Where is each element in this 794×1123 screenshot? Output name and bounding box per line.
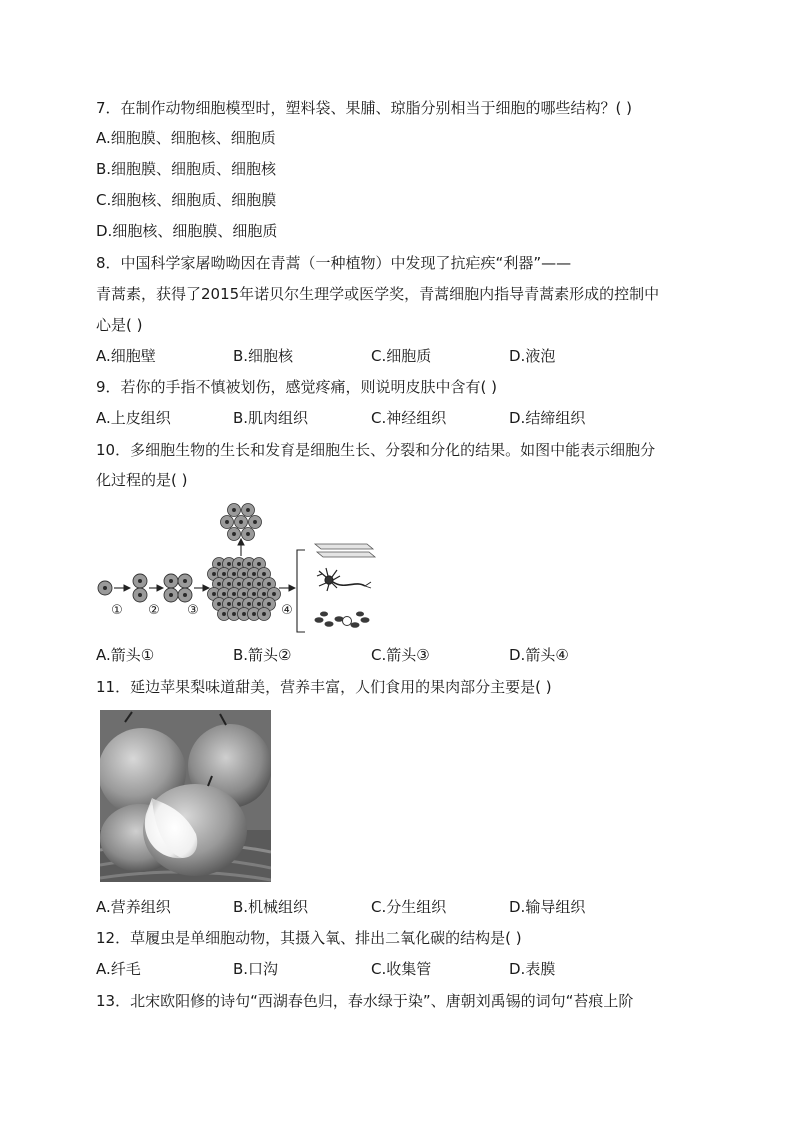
cell xyxy=(249,516,262,529)
q7-option-b: B.细胞膜、细胞质、细胞核 xyxy=(96,160,277,178)
cell xyxy=(258,608,271,621)
q10-stem-line-2: 化过程的是( ) xyxy=(96,471,188,489)
q8-option-a: A.细胞壁 xyxy=(96,347,156,365)
epithelial-cells xyxy=(315,544,375,557)
q11-option-c: C.分生组织 xyxy=(371,898,447,916)
q12-option-b: B.口沟 xyxy=(233,960,279,978)
q10-stem-line-1: 10．多细胞生物的生长和发育是细胞生长、分裂和分化的结果。如图中能表示细胞分 xyxy=(96,441,656,459)
q10-option-a: A.箭头① xyxy=(96,646,155,664)
q13-stem: 13．北宋欧阳修的诗句“西湖春色归，春水绿于染”、唐朝刘禹锡的词句“苔痕上阶 xyxy=(96,992,634,1010)
q8-option-d: D.液泡 xyxy=(509,347,556,365)
blood-cells xyxy=(315,612,370,628)
label-2: ② xyxy=(148,603,160,618)
q8-stem-line-3: 心是( ) xyxy=(96,316,143,334)
q10-option-d: D.箭头④ xyxy=(509,646,569,664)
q12-stem: 12．草履虫是单细胞动物，其摄入氧、排出二氧化碳的结构是( ) xyxy=(96,929,522,947)
q11-stem: 11．延边苹果梨味道甜美，营养丰富，人们食用的果肉部分主要是( ) xyxy=(96,678,552,696)
q8-stem-line-2: 青蒿素，获得了2015年诺贝尔生理学或医学奖，青蒿细胞内指导青蒿素形成的控制中 xyxy=(96,285,660,303)
cell-cluster-top xyxy=(221,504,262,541)
q9-option-b: B.肌肉组织 xyxy=(233,409,309,427)
q10-option-b: B.箭头② xyxy=(233,646,292,664)
q10-option-c: C.箭头③ xyxy=(371,646,430,664)
tissue-bracket xyxy=(297,550,305,632)
q8-stem-line-1: 8．中国科学家屠呦呦因在青蒿（一种植物）中发现了抗疟疾“利器”—— xyxy=(96,254,572,272)
label-1: ① xyxy=(111,603,123,618)
apple-pear-photo xyxy=(100,710,271,882)
q9-stem: 9．若你的手指不慎被划伤，感觉疼痛，则说明皮肤中含有( ) xyxy=(96,378,498,396)
cell xyxy=(228,504,241,517)
q8-option-c: C.细胞质 xyxy=(371,347,432,365)
q7-option-c: C.细胞核、细胞质、细胞膜 xyxy=(96,191,277,209)
cell xyxy=(242,504,255,517)
q7-option-a: A.细胞膜、细胞核、细胞质 xyxy=(96,129,276,147)
q12-option-a: A.纤毛 xyxy=(96,960,141,978)
two-cells xyxy=(133,574,147,602)
q7-stem: 7．在制作动物细胞模型时，塑料袋、果脯、琼脂分别相当于细胞的哪些结构？( ) xyxy=(96,99,633,117)
single-cell xyxy=(98,581,112,595)
q11-option-d: D.输导组织 xyxy=(509,898,586,916)
label-4: ④ xyxy=(281,603,293,618)
cell-mass xyxy=(208,558,281,621)
q8-option-b: B.细胞核 xyxy=(233,347,294,365)
q9-option-d: D.结缔组织 xyxy=(509,409,586,427)
q12-option-c: C.收集管 xyxy=(371,960,432,978)
q11-option-b: B.机械组织 xyxy=(233,898,309,916)
q9-option-c: C.神经组织 xyxy=(371,409,447,427)
label-3: ③ xyxy=(187,603,199,618)
cell xyxy=(235,516,248,529)
q12-option-d: D.表膜 xyxy=(509,960,556,978)
cell xyxy=(221,516,234,529)
cell xyxy=(242,528,255,541)
q7-option-d: D.细胞核、细胞膜、细胞质 xyxy=(96,222,278,240)
q11-option-a: A.营养组织 xyxy=(96,898,171,916)
q9-option-a: A.上皮组织 xyxy=(96,409,171,427)
cell xyxy=(228,528,241,541)
cell-division-differentiation-diagram xyxy=(93,496,393,636)
four-cells xyxy=(164,574,192,602)
nerve-cell xyxy=(317,568,371,591)
